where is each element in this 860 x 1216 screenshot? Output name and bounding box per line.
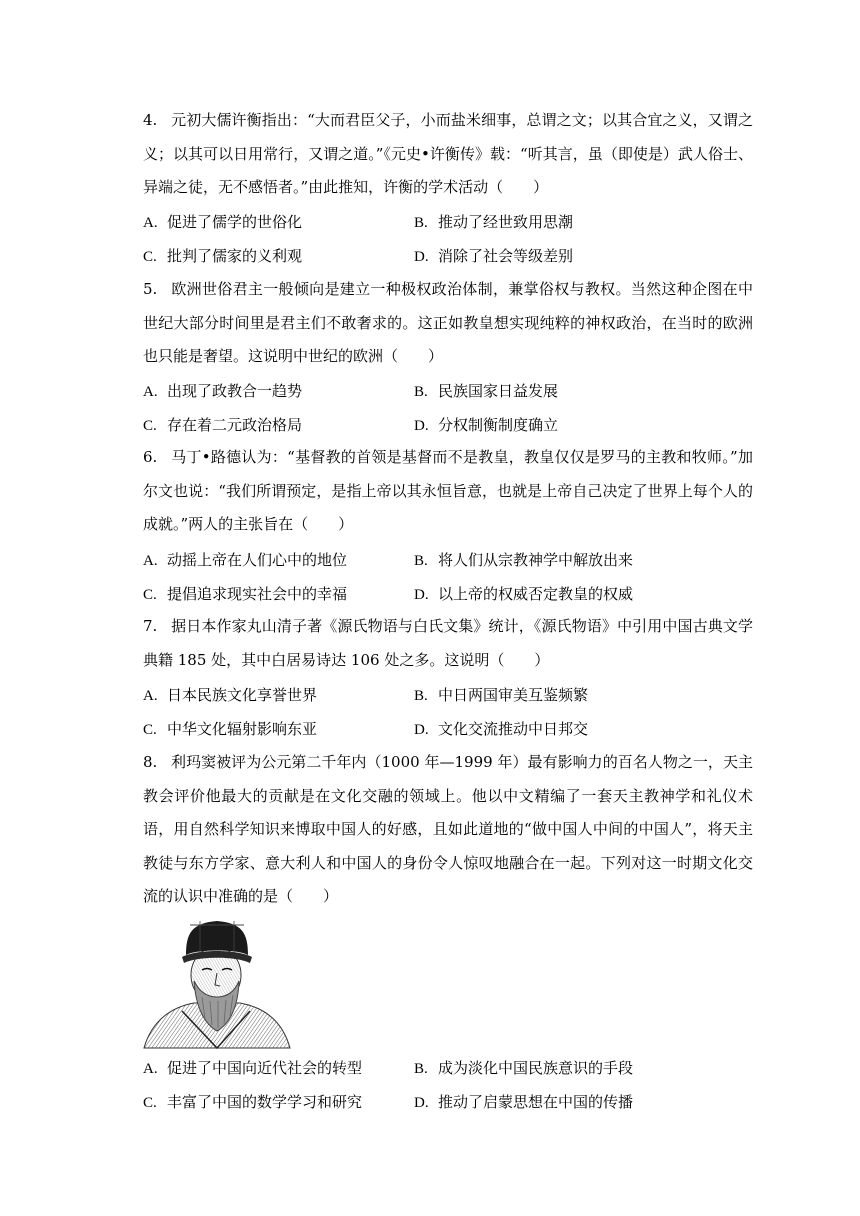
- option-text: 批判了儒家的义利观: [167, 247, 303, 265]
- question-4-stem: [143, 104, 753, 205]
- option-7-d[interactable]: [414, 719, 588, 740]
- option-text: 促进了儒学的世俗化: [167, 213, 303, 231]
- question-number: 4.: [143, 111, 158, 129]
- option-5-a[interactable]: [143, 381, 302, 402]
- question-text: 据日本作家丸山清子著《源氏物语与白氏文集》统计，《源氏物语》中引用中国古典文学典籍 185 处，其中白居易诗达 106 处之多。这说明（ ）: [143, 617, 753, 669]
- option-text: 消除了社会等级差别: [438, 247, 574, 265]
- question-text: 欧洲世俗君主一般倾向是建立一种极权政治体制，兼掌俗权与教权。当然这种企图在中世纪大部分时间里是君主们不敢奢求的。这正如教皇想实现纯粹的神权政治，在当时的欧洲也只能是奢望。这说明中世纪的欧洲（ ）: [143, 280, 753, 365]
- option-8-c[interactable]: [143, 1092, 362, 1113]
- option-7-c[interactable]: [143, 719, 317, 740]
- option-5-d[interactable]: [414, 415, 558, 436]
- option-letter: A.: [143, 688, 158, 704]
- option-letter: C.: [143, 722, 157, 738]
- option-4-b[interactable]: [414, 212, 573, 233]
- option-text: 以上帝的权威否定教皇的权威: [438, 585, 634, 603]
- option-6-a[interactable]: [143, 550, 347, 571]
- option-text: 中华文化辐射影响东亚: [167, 720, 318, 738]
- option-4-a[interactable]: [143, 212, 302, 233]
- option-7-b[interactable]: [414, 685, 588, 706]
- option-letter: D.: [414, 418, 429, 434]
- option-6-b[interactable]: [414, 550, 633, 571]
- option-8-d[interactable]: [414, 1092, 633, 1113]
- option-text: 提倡追求现实社会中的幸福: [167, 585, 348, 603]
- option-letter: B.: [414, 553, 428, 569]
- option-text: 促进了中国向近代社会的转型: [167, 1059, 363, 1077]
- option-letter: D.: [414, 722, 429, 738]
- option-letter: A.: [143, 553, 158, 569]
- question-7-stem: [143, 610, 753, 677]
- option-letter: A.: [143, 215, 158, 231]
- option-letter: B.: [414, 215, 428, 231]
- question-text: 马丁•路德认为：“基督教的首领是基督而不是教皇，教皇仅仅是罗马的主教和牧师。”加尔文也说：“我们所谓预定，是指上帝以其永恒旨意，也就是上帝自己决定了世界上每个人的成就。”两人的主张旨在（ ）: [143, 448, 753, 533]
- option-8-b[interactable]: [414, 1058, 633, 1079]
- matteo-ricci-portrait-image: [142, 915, 292, 1050]
- option-text: 出现了政教合一趋势: [167, 382, 303, 400]
- option-text: 成为淡化中国民族意识的手段: [438, 1059, 634, 1077]
- question-6-stem: [143, 441, 753, 542]
- question-text: 利玛窦被评为公元第二千年内（1000 年—1999 年）最有影响力的百名人物之一，天主教会评价他最大的贡献是在文化交融的领域上。他以中文精编了一套天主教神学和礼仪术语，用自然科学知识来博取中国人的好感，且如此道地的“做中国人中间的中国人”，将天主教徒与东方学家、意大利人和中国人的身份令人惊叹地融合在一起。下列对这一时期文化交流的认识中准确的是（ ）: [143, 753, 753, 905]
- option-letter: D.: [414, 587, 429, 603]
- option-letter: A.: [143, 384, 158, 400]
- option-letter: C.: [143, 418, 157, 434]
- option-letter: D.: [414, 1095, 429, 1111]
- question-number: 5.: [143, 280, 158, 298]
- question-8-stem: [143, 746, 753, 914]
- option-letter: A.: [143, 1061, 158, 1077]
- option-5-c[interactable]: [143, 415, 302, 436]
- option-letter: C.: [143, 1095, 157, 1111]
- option-text: 推动了经世致用思潮: [438, 213, 574, 231]
- option-letter: C.: [143, 587, 157, 603]
- option-text: 动摇上帝在人们心中的地位: [167, 551, 348, 569]
- option-text: 存在着二元政治格局: [167, 416, 303, 434]
- option-text: 分权制衡制度确立: [438, 416, 559, 434]
- option-7-a[interactable]: [143, 685, 317, 706]
- option-text: 丰富了中国的数学学习和研究: [167, 1093, 363, 1111]
- option-4-d[interactable]: [414, 246, 573, 267]
- question-number: 8.: [143, 753, 158, 771]
- question-number: 6.: [143, 448, 158, 466]
- option-text: 日本民族文化享誉世界: [167, 686, 318, 704]
- option-letter: B.: [414, 384, 428, 400]
- option-text: 文化交流推动中日邦交: [438, 720, 589, 738]
- option-6-d[interactable]: [414, 584, 633, 605]
- option-5-b[interactable]: [414, 381, 558, 402]
- option-letter: D.: [414, 249, 429, 265]
- option-letter: C.: [143, 249, 157, 265]
- option-text: 推动了启蒙思想在中国的传播: [438, 1093, 634, 1111]
- option-6-c[interactable]: [143, 584, 347, 605]
- question-number: 7.: [143, 617, 158, 635]
- question-text: 元初大儒许衡指出：“大而君臣父子，小而盐米细事，总谓之文；以其合宜之义，又谓之义；以其可以日用常行，又谓之道。”《元史•许衡传》载：“听其言，虽（即使是）武人俗士、异端之徒，无不感悟者。”由此推知，许衡的学术活动（ ）: [143, 111, 753, 196]
- option-text: 将人们从宗教神学中解放出来: [438, 551, 634, 569]
- option-text: 中日两国审美互鉴频繁: [438, 686, 589, 704]
- question-5-stem: [143, 273, 753, 374]
- option-8-a[interactable]: [143, 1058, 362, 1079]
- option-4-c[interactable]: [143, 246, 302, 267]
- option-text: 民族国家日益发展: [438, 382, 559, 400]
- option-letter: B.: [414, 688, 428, 704]
- option-letter: B.: [414, 1061, 428, 1077]
